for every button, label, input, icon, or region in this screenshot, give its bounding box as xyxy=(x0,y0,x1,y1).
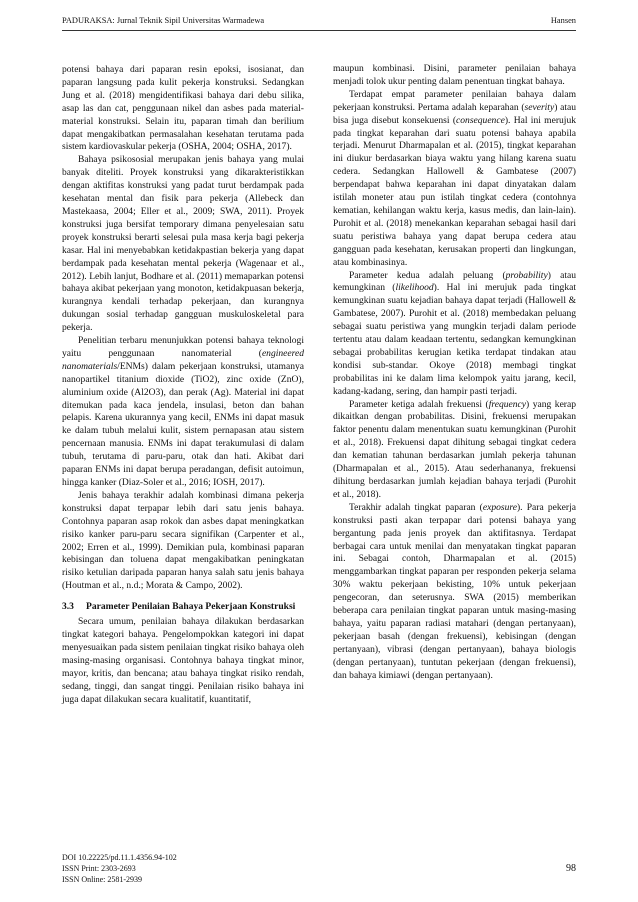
paragraph: maupun kombinasi. Disini, parameter penilaian bahaya menjadi tolok ukur penting dalam penentuan tingkat bahaya. xyxy=(333,63,576,87)
page-number: 98 xyxy=(566,863,576,874)
doi-link[interactable]: DOI 10.22225/pd.11.1.4356.94-102 xyxy=(62,853,177,862)
paragraph: Secara umum, penilaian bahaya dilakukan berdasarkan tingkat kategori bahaya. Pengelompokkan kategori ini dapat menyesuaikan pada sistem penilaian tingkat risiko bahaya oleh masing-masing organisasi. Contohnya bahaya tingkat minor, mayor, kritis, dan bencana; atau bahaya tingkat risiko rendah, sedang, tinggi, dan sangat tinggi. Penilaian risiko bahaya ini juga dapat dilakukan secara kualitatif, kuantitatif, xyxy=(62,616,304,705)
header-divider xyxy=(62,30,576,31)
running-header xyxy=(62,16,576,25)
paragraph: Bahaya psikososial merupakan jenis bahaya yang mulai banyak diteliti. Proyek konstruksi yang dikarakteristikkan dengan aktifitas konstruksi yang padat turut berdampak pada kesehatan mental dan fisik para pekerja (Allebeck dan Mastekaasa, 2004; Eller et al., 2009; SWA, 2011). Proyek konstruksi juga bersifat temporary dimana penyelesaian satu proyek konstruksi berarti selesai pula masa kerja bagi pekerja kasar. Hal ini menyebabkan ketidakpastian bekerja yang dapat berdampak pada kesehatan mental pekerja (Wagenaar et al., 2012). Lebih lanjut, Bodhare et al. (2011) memaparkan potensi bahaya akibat pekerjaan yang monoton, ketidakpuasan bekerja, kurangnya kendali terhadap pekerjaan, dan kurangnya dukungan sosial terhadap gangguan muskuloskeletal para pekerja. xyxy=(62,154,304,334)
paragraph: Jenis bahaya terakhir adalah kombinasi dimana pekerja konstruksi dapat terpapar lebih dari satu jenis bahaya. Contohnya paparan asap rokok dan asbes dapat meningkatkan risiko kanker paru-paru secara signifikan (Carpenter et al., 2002; Erren et al., 1999). Demikian pula, kombinasi paparan kebisingan dan toluena dapat mengakibatkan peningkatan risiko ketulian daripada paparan hanya salah satu jenis bahaya (Houtman et al., n.d.; Morata & Campo, 2002). xyxy=(62,489,304,592)
paragraph: potensi bahaya dari paparan resin epoksi, isosianat, dan paparan langsung pada kulit pekerja konstruksi. Sedangkan Jung et al. (2018) mengidentifikasi bahaya dari debu silika, asap las dan cat, penggunaan nikel dan asbes pada material-material konstruksi. Selain itu, paparan timah dan berilium dapat mengakibatkan permasalahan kesehatan terutama pada sistem kardiovaskular pekerja (OSHA, 2004; OSHA, 2017). xyxy=(62,64,304,153)
paragraph: Terakhir adalah tingkat paparan (exposure). Para pekerja konstruksi pasti akan terpapar dari potensi bahaya yang bergantung pada jenis proyek dan aktifitasnya. Terdapat berbagai cara untuk menilai dan menyatakan tingkat paparan ini. Sebagai contoh, Dharmapalan et al. (2015) menggambarkan tingkat paparan per responden pekerja selama 30% waktu pekerjaan bekisting, 10% untuk pekerjaan pengecoran, dan seterusnya. SWA (2015) memberikan beberapa cara penilaian tingkat paparan untuk masing-masing bahaya, yaitu paparan radiasi matahari (dengan pertanyaan), pekerjaan basah (dengan frekuensi), kebisingan (dengan pertanyaan), vibrasi (dengan pertanyaan), bahaya biologis (dengan pertanyaan), tuntutan pekerjaan (dengan frekuensi), dan bahaya kimiawi (dengan pertanyaan). xyxy=(333,501,576,681)
footer-info xyxy=(62,852,177,885)
paragraph: Penelitian terbaru menunjukkan potensi bahaya teknologi yaitu penggunaan nanomaterial (engineered nanomaterials/ENMs) dalam pekerjaan konstruksi, utamanya nanopartikel titanium dioxide (TiO2), zinc oxide (ZnO), aluminium oxide (Al2O3), dan perak (Ag). Material ini dapat ditemukan pada kaca jendela, insulasi, beton dan bahan pelapis. Karena ukurannya yang kecil, ENMs ini dapat masuk ke dalam tubuh melalui kulit, sistem pernapasan atau sistem pencernaan manusia. ENMs ini dapat terakumulasi di dalam tubuh, terutama di paru-paru, otak dan hati. Akibat dari paparan ENMs ini dapat berupa peradangan, defisit autoimun, hingga kanker (Diaz-Soler et al., 2016; IOSH, 2017). xyxy=(62,335,304,488)
section-title: Parameter Penilaian Bahaya Pekerjaan Konstruksi xyxy=(86,601,296,613)
author-name: Hansen xyxy=(550,16,576,25)
paragraph: Terdapat empat parameter penilaian bahaya dalam pekerjaan konstruksi. Pertama adalah keparahan (severity) atau bisa juga disebut konsekuensi (consequence). Hal ini merujuk pada tingkat keparahan dari suatu potensi bahaya apabila terjadi. Menurut Dharmapalan et al. (2015), tingkat keparahan ini diukur berdasarkan biaya waktu yang hilang karena suatu cedera. Sedangkan Hallowell & Gambatese (2007) berpendapat bahwa keparahan ini dapat dinyatakan dalam istilah moneter atau pun istilah tingkat cedera (contohnya kematian, kehilangan waktu kerja, kasus medis, dan lain-lain). Purohit et al. (2018) menekankan keparahan sebagai hasil dari suatu peristiwa bahaya yang dapat berupa cedera atau gangguan pada kesehatan, kerusakan properti dan lingkungan, atau kombinasinya. xyxy=(333,88,577,268)
left-column xyxy=(62,64,304,706)
paragraph: Parameter kedua adalah peluang (probability) atau kemungkinan (likelihood). Hal ini merujuk pada tingkat kemungkinan suatu kejadian bahaya dapat terjadi (Hallowell & Gambatese, 2007). Purohit et al. (2018) membedakan peluang sebagai suatu peristiwa yang mungkin terjadi dalam periode tertentu atau dalam keadaan tertentu, sedangkan kemungkinan sebagai probabilitas kerugian ketika terdapat tindakan atau kondisi sub-standar. Okoye (2018) membagi tingkat probabilitas ini ke dalam lima kelompok yaitu jarang, kecil, kadang-kadang, sering, dan hampir pasti terjadi. xyxy=(333,269,576,397)
section-number: 3.3 xyxy=(62,601,74,613)
journal-title: PADURAKSA: Jurnal Teknik Sipil Universitas Warmadewa xyxy=(62,16,265,25)
issn-online: ISSN Online: 2581-2939 xyxy=(62,875,142,884)
section-heading xyxy=(62,601,304,614)
paragraph: Parameter ketiga adalah frekuensi (frequency) yang kerap dikaitkan dengan probabilitas. Disini, frekuensi merupakan faktor penentu dalam menentukan suatu kemungkinan (Purohit et al., 2018). Frekuensi dapat dihitung sebagai tingkat cedera dan kematian tahunan berdasarkan jumlah pekerja tahunan (Dharmapalan et al., 2015). Atau sederhananya, frekuensi dihitung berdasarkan jumlah kejadian bahaya terjadi (Purohit et al., 2018). xyxy=(333,398,576,500)
issn-print: ISSN Print: 2303-2693 xyxy=(62,864,136,873)
right-column xyxy=(333,63,576,683)
